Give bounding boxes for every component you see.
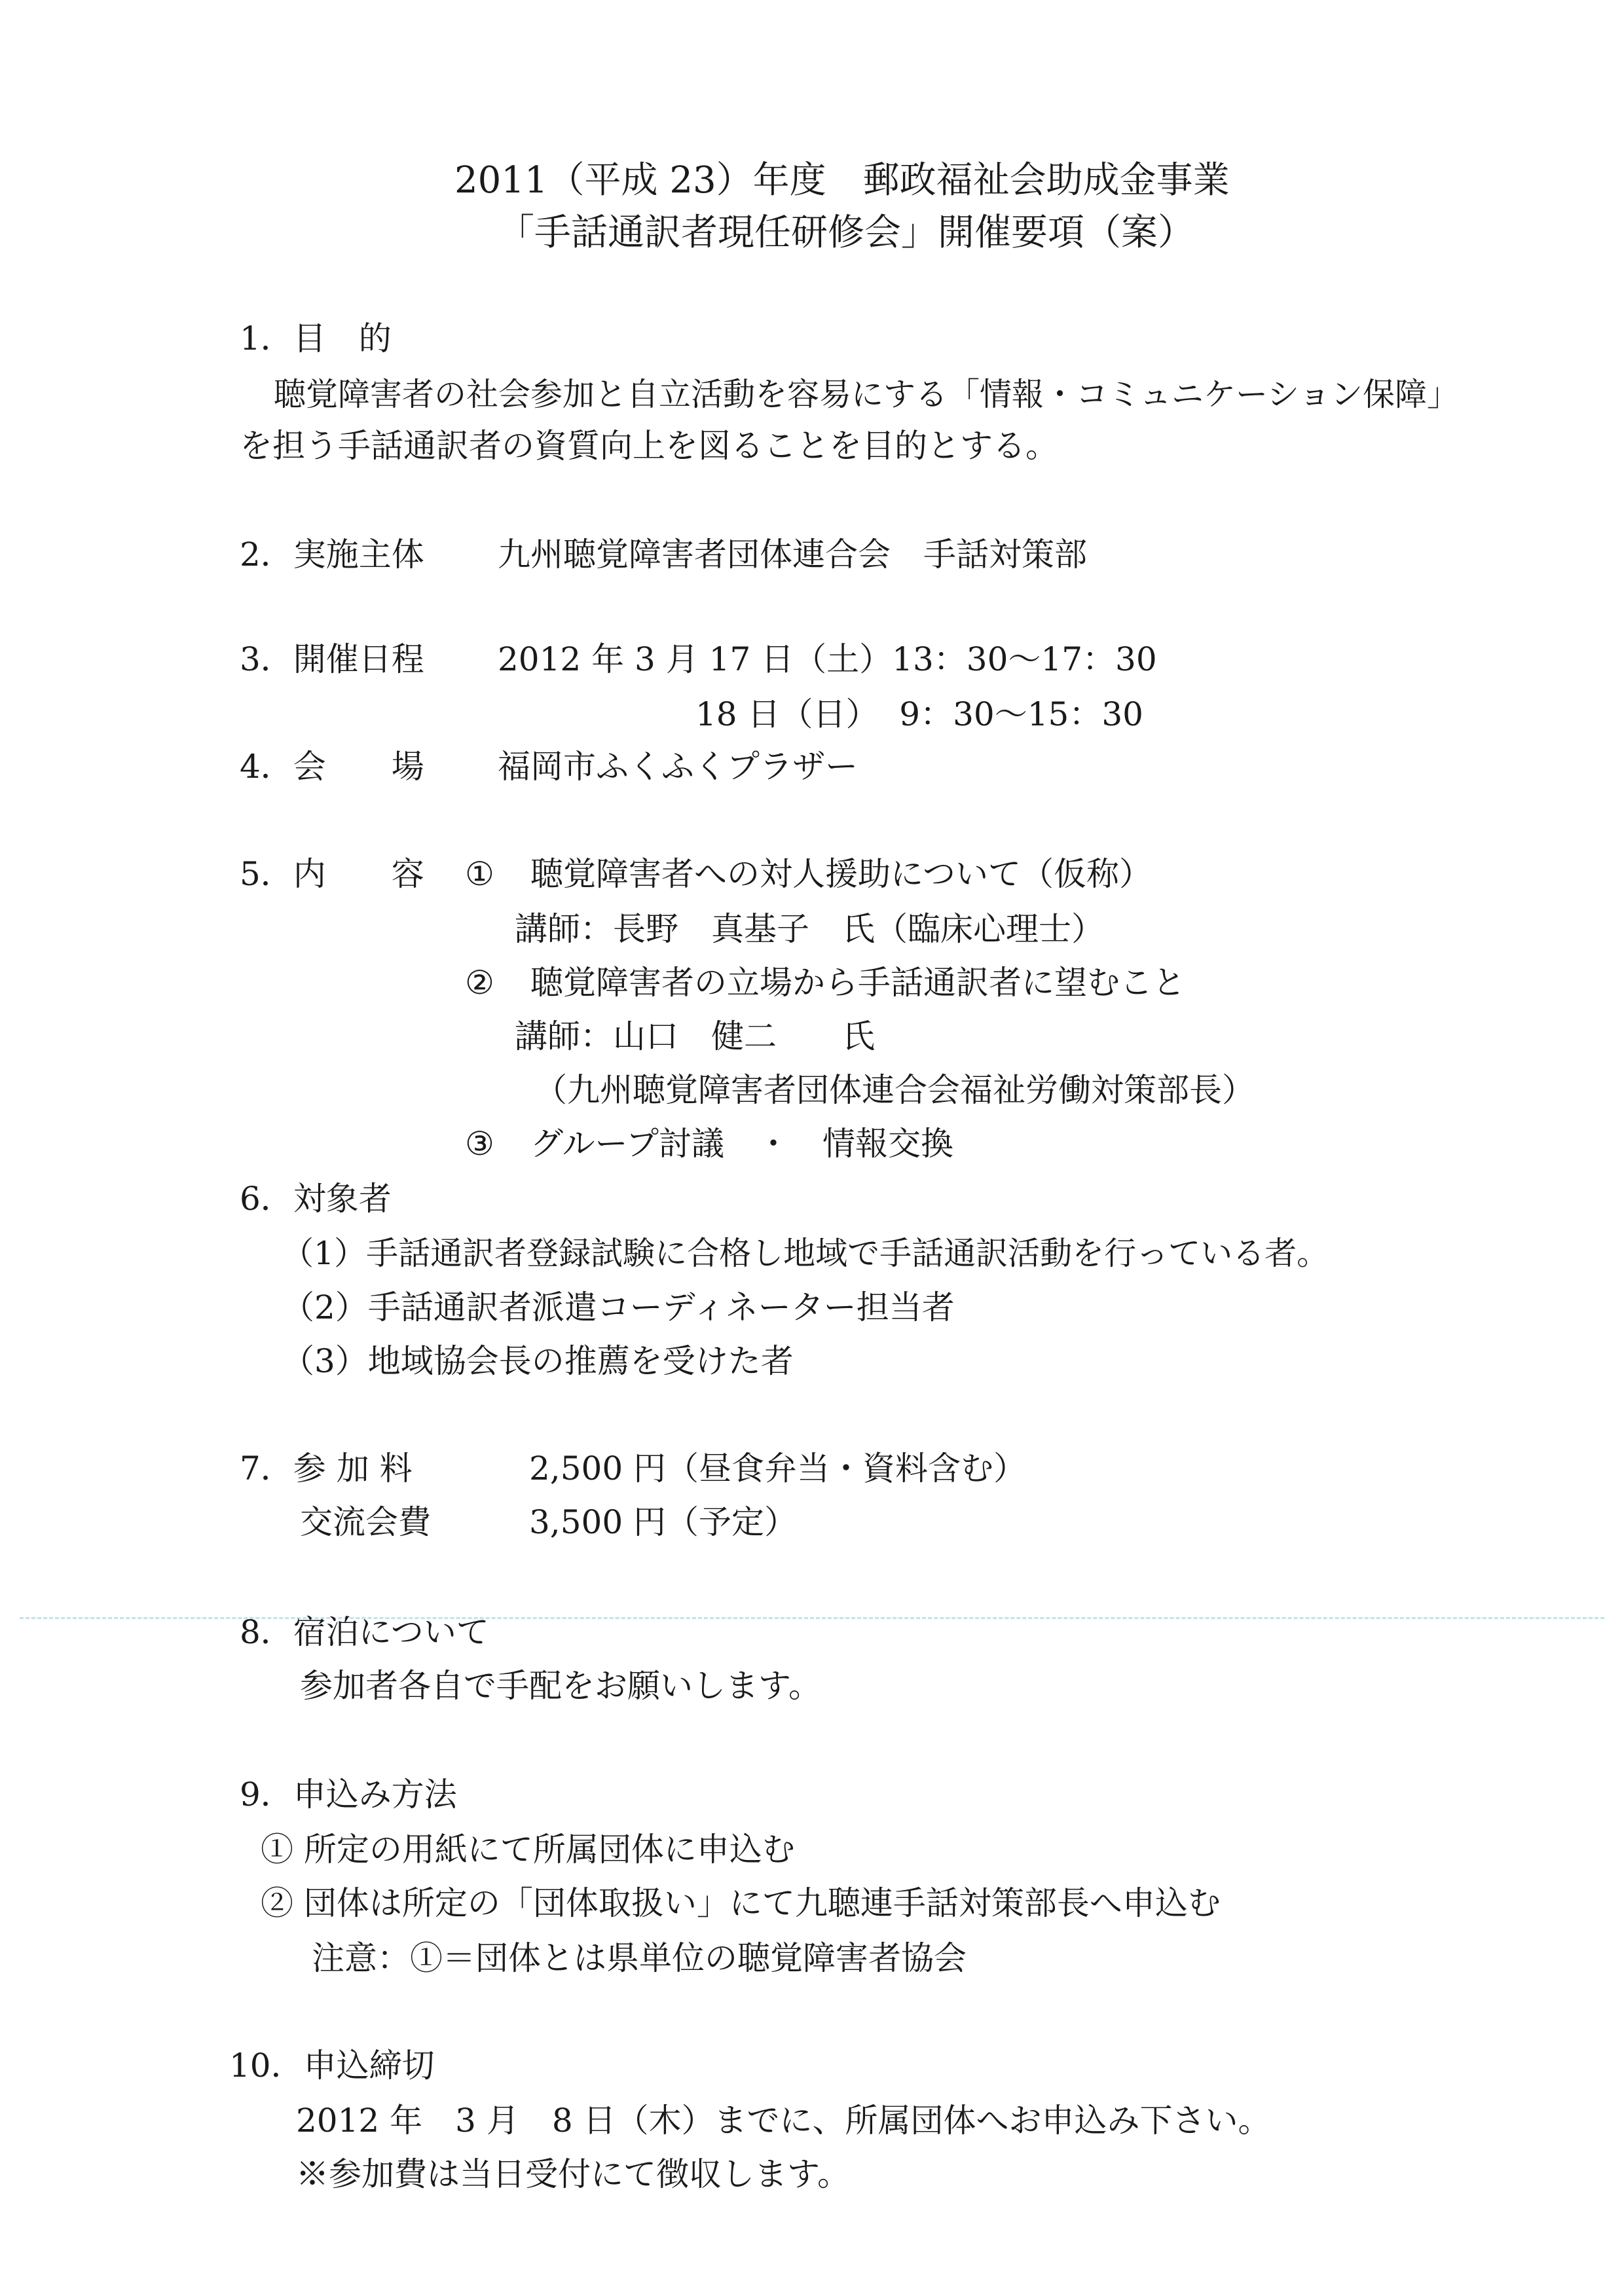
section-5-item-3-text: グループ討議 ・ 情報交換 <box>530 1125 953 1163</box>
section-2-value: 九州聴覚障害者団体連合会 手話対策部 <box>498 536 1087 574</box>
section-6-item-1: （1）手話通訳者登録試験に合格し地域で手話通訳活動を行っている者。 <box>282 1235 1329 1272</box>
section-9-item-2: ② 団体は所定の「団体取扱い」にて九聴連手話対策部長へ申込む <box>261 1884 1221 1922</box>
section-8-body: 参加者各自で手配をお願いします。 <box>300 1667 821 1705</box>
section-9-item-1: ① 所定の用紙にて所属団体に申込む <box>261 1831 795 1868</box>
section-10-heading: 10．申込締切 <box>229 2047 435 2085</box>
section-5-item-2-lecturer: 講師：山口 健二 氏 <box>515 1017 875 1055</box>
section-5-item-2-text: 聴覚障害者の立場から手話通訳者に望むこと <box>530 964 1185 1002</box>
title-line-1: 2011（平成 23）年度 郵政福祉会助成金事業 <box>454 159 1230 202</box>
section-5-item-1-marker: ① <box>465 855 494 893</box>
section-8-heading: 8．宿泊について <box>240 1613 489 1651</box>
title-line-2: 「手話通訳者現任研修会」開催要項（案） <box>498 211 1194 254</box>
section-7-heading: 7．参 加 料 <box>240 1449 413 1487</box>
section-5-item-3-marker: ③ <box>465 1125 494 1163</box>
section-3-date-2: 18 日（日） 9：30〜15：30 <box>695 695 1143 733</box>
section-6-item-2: （2）手話通訳者派遣コーディネーター担当者 <box>282 1288 955 1326</box>
section-5-item-1-text: 聴覚障害者への対人援助について（仮称） <box>530 855 1152 893</box>
section-6-item-3: （3）地域協会長の推薦を受けた者 <box>282 1342 794 1380</box>
section-4-value: 福岡市ふくふくプラザー <box>498 748 858 786</box>
section-10-body-2: ※参加費は当日受付にて徴収します。 <box>296 2155 850 2193</box>
section-3-date-1: 2012 年 3 月 17 日（土）13：30〜17：30 <box>498 640 1157 678</box>
section-7-party-label: 交流会費 <box>300 1503 431 1541</box>
section-7-fee: 2,500 円（昼食弁当・資料含む） <box>529 1449 1027 1487</box>
section-5-item-2-marker: ② <box>465 964 494 1002</box>
section-9-note: 注意：①＝団体とは県単位の聴覚障害者協会 <box>312 1939 967 1977</box>
section-5-heading: 5．内 容 <box>240 855 424 893</box>
section-7-party-fee: 3,500 円（予定） <box>529 1503 798 1541</box>
section-5-item-1-lecturer: 講師：長野 真基子 氏（臨床心理士） <box>515 910 1104 948</box>
section-9-heading: 9．申込み方法 <box>240 1776 457 1813</box>
section-6-heading: 6．対象者 <box>240 1180 392 1218</box>
section-10-body-1: 2012 年 3 月 8 日（木）までに、所属団体へお申込み下さい。 <box>296 2102 1271 2140</box>
section-5-item-2-affiliation: （九州聴覚障害者団体連合会福祉労働対策部長） <box>534 1071 1255 1109</box>
section-1-body-2: を担う手話通訳者の資質向上を図ることを目的とする。 <box>240 427 1058 465</box>
section-3-heading: 3．開催日程 <box>240 640 424 678</box>
section-2-heading: 2．実施主体 <box>240 536 424 574</box>
section-4-heading: 4．会 場 <box>240 748 424 786</box>
section-1-heading: 1．目 的 <box>240 319 392 357</box>
section-1-body-1: 聴覚障害者の社会参加と自立活動を容易にする「情報・コミュニケーション保障」 <box>274 376 1460 413</box>
